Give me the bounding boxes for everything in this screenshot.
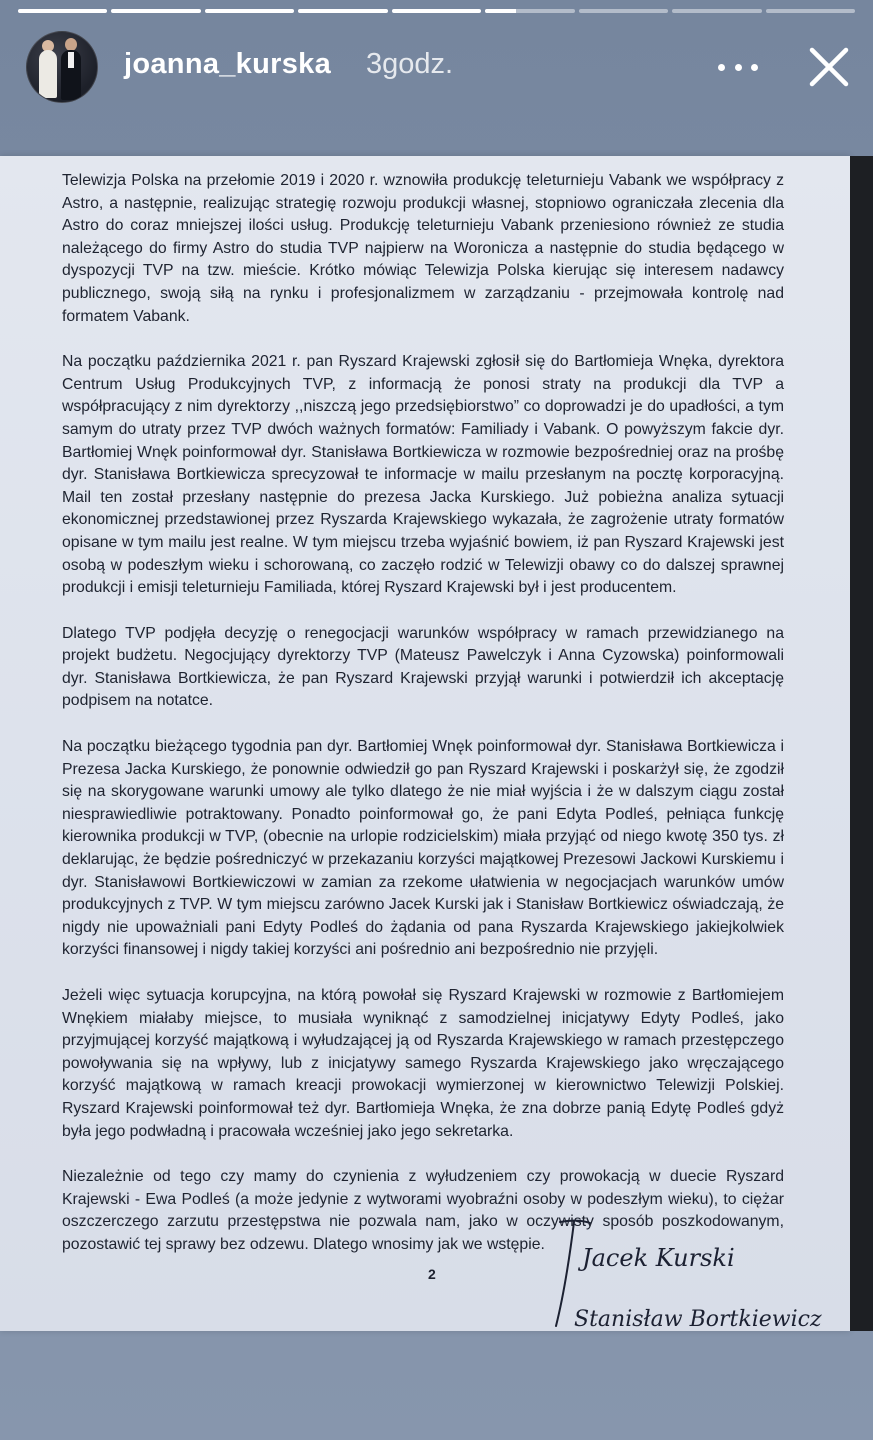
story-header bbox=[0, 28, 873, 108]
post-time: 3godz. bbox=[366, 48, 454, 80]
handwritten-signatures bbox=[530, 1214, 860, 1338]
paragraph-2: Na początku października 2021 r. pan Ryszard Krajewski zgłosił się do Bartłomieja Wnęka, dyrektora Centrum Usług Produkcyjnych TVP, z informacją że ponosi straty na produkcji dla TVP a współpracujący z nim dyrektorzy ,,niszczą jego przedsiębiorstwo” co doprowadzi je do upadłości, a tym samym do utraty przez TVP dwóch ważnych formatów: Familiady i Vabank. O powyższym fakcie dyr. Bartłomiej Wnęk poinformował dyr. Stanisława Bortkiewicza w rozmowie bezpośredniej oraz na prośbę dyr. Stanisława Bortkiewicza sprecyzował te informacje w mailu przesłanym na pocztę korporacyjną. Mail ten został przesłany następnie do prezesa Jacka Kurskiego. Już pobieżna analiza sytuacji ekonomicznej przedstawionej przez Ryszarda Krajewskiego wykazała, że zagrożenie utraty formatów opisane w tym mailu jest realne. W tym miejscu trzeba wyjaśnić bowiem, iż pan Ryszard Krajewski jest osobą w podeszłym wieku i schorowaną, co zaczęło rodzić w Telewizji obawy co do dalszej sprawnej produkcji i emisji teleturnieju Familiada, której Ryszard Krajewski był i jest producentem. bbox=[62, 353, 784, 597]
progress-segment-4 bbox=[298, 9, 387, 13]
progress-segment-5 bbox=[392, 9, 481, 13]
progress-segment-6 bbox=[485, 9, 574, 13]
paragraph-1: Telewizja Polska na przełomie 2019 i 2020 r. wznowiła produkcję teleturnieju Vabank we współpracy z Astro, a następnie, realizując strategię rozwoju produkcji własnej, stopniowo ograniczała zlecenia dla Astro do coraz mniejszej ilości usług. Produkcję teleturnieju Vabank przeniesiono również ze studia należącego do firmy Astro do studia TVP najpierw na Woronicza a następnie do studia będącego w dyspozycji TVP na tzw. mieście. Krótko mówiąc Telewizja Polska kierując się interesem nadawcy publicznego, swoją siłą na rynku i profesjonalizmem w zarządzaniu - przejmowała kontrolę nad formatem Vabank. bbox=[62, 172, 784, 325]
paragraph-6: Niezależnie od tego czy mamy do czynienia z wyłudzeniem czy prowokacją w duecie Ryszard Krajewski - Ewa Podleś (a może jedynie z wytworami wyobraźni osoby w podeszłym wieku), to ciężar oszczerczego zarzutu przestępstwa nie pozwala nam, jako w oczywisty sposób poszkodowanym, pozostawić tej sprawy bez odzewu. Dlatego wnosimy jak we wstępie. bbox=[62, 1168, 784, 1253]
progress-segment-2 bbox=[111, 9, 200, 13]
page-number: 2 bbox=[428, 1266, 436, 1282]
progress-segment-8 bbox=[672, 9, 761, 13]
progress-segment-1 bbox=[18, 9, 107, 13]
progress-segment-9 bbox=[766, 9, 855, 13]
document-shadow-edge bbox=[850, 156, 873, 1331]
story-progress-bar bbox=[18, 9, 855, 13]
more-dots-icon[interactable] bbox=[718, 54, 758, 80]
document-body bbox=[62, 170, 784, 1280]
signature-jacek-kurski: Jacek Kurski bbox=[582, 1244, 735, 1272]
progress-segment-7 bbox=[579, 9, 668, 13]
avatar[interactable] bbox=[26, 31, 98, 103]
paragraph-5: Jeżeli więc sytuacja korupcyjna, na którą powołał się Ryszard Krajewski w rozmowie z Bartłomiejem Wnękiem miałaby miejsce, to musiała wyniknąć z samodzielnej inicjatywy Edyty Podleś, jako przyjmującej korzyść majątkową i wyłudzającej ją od Ryszarda Krajewskiego w ramach przestępczego powoływania się na wpływy, lub z inicjatywy samego Ryszarda Krajewskiego jako wręczającego korzyść majątkową w ramach kreacji prowokacji wymierzonej w kierownictwo Telewizji Polskiej. Ryszard Krajewski poinformował też dyr. Bartłomieja Wnęka, że zna dobrze panią Edytę Podleś gdyż była jego podwładną i pracowała wcześniej jako jego sekretarka. bbox=[62, 987, 784, 1140]
username[interactable]: joanna_kurska bbox=[124, 48, 331, 80]
progress-segment-3 bbox=[205, 9, 294, 13]
close-icon[interactable] bbox=[806, 44, 852, 90]
paragraph-4: Na początku bieżącego tygodnia pan dyr. Bartłomiej Wnęk poinformował dyr. Stanisława Bortkiewicza i Prezesa Jacka Kurskiego, że ponownie odwiedził go pan Ryszard Krajewski i poskarżył się, że zgodził się na skorygowane warunki umowy ale tylko dlatego że nie miał wyjścia i że w dalszym ciągu został niesprawiedliwie potraktowany. Ponadto poinformował go, że pani Edyta Podleś, pełniąca funkcję kierownika produkcji w TVP, (obecnie na urlopie rodzicielskim) miała przyjąć od niego kwotę 350 tys. zł deklarując, że będzie pośredniczyć w przekazaniu korzyści majątkowej Prezesowi Jackowi Kurskiemu i dyr. Stanisławowi Bortkiewiczowi w zamian za rzekome ułatwienia w negocjacjach warunków umów produkcyjnych z TVP. W tym miejscu zarówno Jacek Kurski jak i Stanisław Bortkiewicz oświadczają, że nigdy nie upoważniali pani Edyty Podleś do żądania od pana Ryszarda Krajewskiego jakiejkolwiek korzyści finansowej i nigdy takiej korzyści ani pośrednio ani bezpośrednio nie przyjęli. bbox=[62, 738, 784, 959]
paragraph-3: Dlatego TVP podjęła decyzję o renegocjacji warunków współpracy w ramach przewidzianego na projekt budżetu. Negocjujący dyrektorzy TVP (Mateusz Pawelczyk i Anna Cyzowska) poinformowali dyr. Stanisława Bortkiewicza, że pan Ryszard Krajewski przyjął warunki i potwierdził ich akceptację podpisem na notatce. bbox=[62, 624, 784, 710]
signature-stanislaw-bortkiewicz: Stanisław Bortkiewicz bbox=[574, 1307, 822, 1332]
